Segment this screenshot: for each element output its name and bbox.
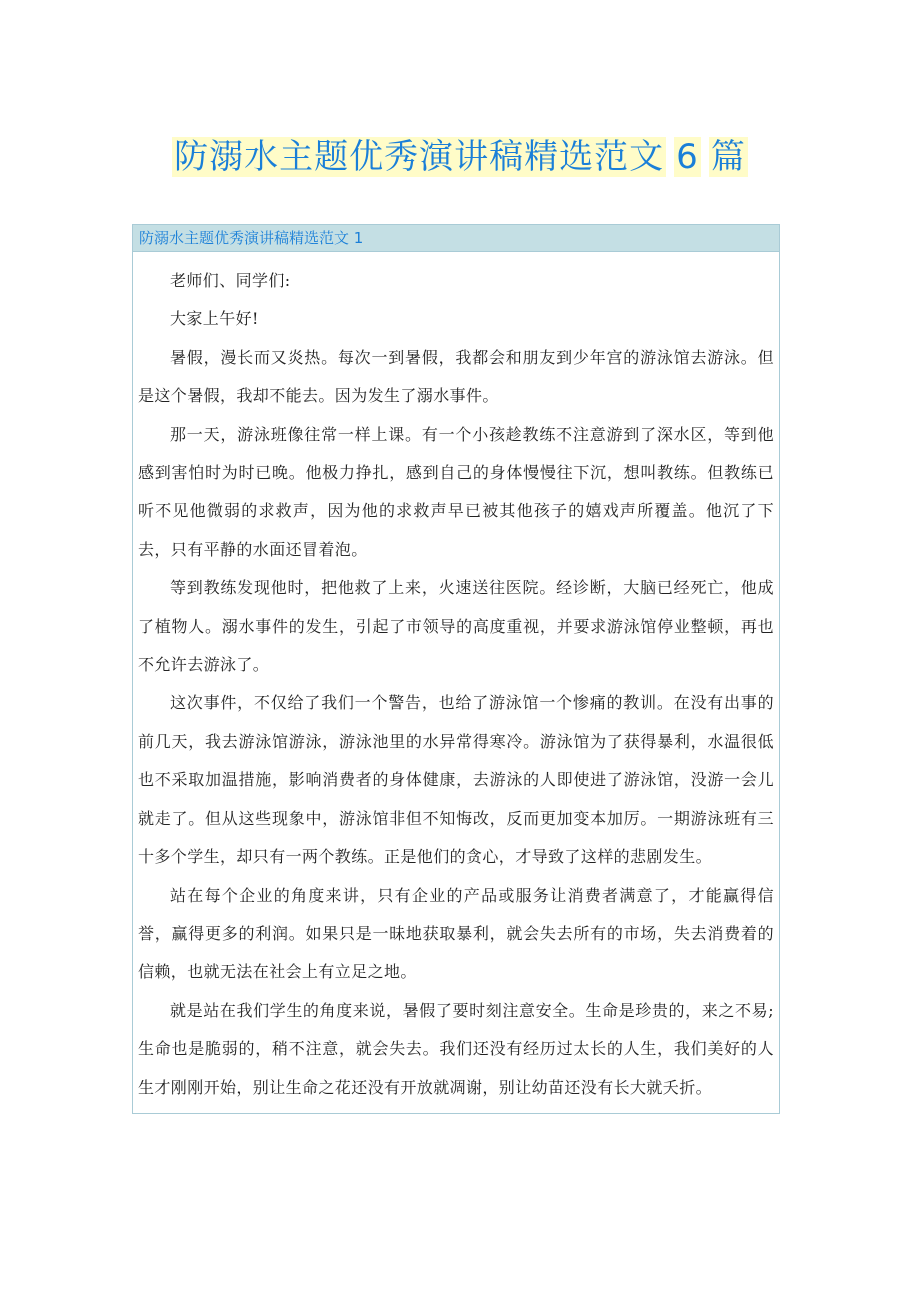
- paragraph: 等到教练发现他时，把他救了上来，火速送往医院。经诊断，大脑已经死亡，他成了植物人。溺水事件的发生，引起了市领导的高度重视，并要求游泳馆停业整顿，再也不允许去游泳了。: [138, 578, 774, 675]
- page-title-main: 防溺水主题优秀演讲稿精选范文: [174, 137, 665, 177]
- paragraph: 这次事件，不仅给了我们一个警告，也给了游泳馆一个惨痛的教训。在没有出事的前几天，我去游泳馆游泳，游泳池里的水异常得寒冷。游泳馆为了获得暴利，水温很低也不采取加温措施，影响消费者的身体健康，去游泳的人即使进了游泳馆，没游一会儿就走了。但从这些现象中，游泳馆非但不知悔改，反而更加变本加厉。一期游泳班有三十多个学生，却只有一两个教练。正是他们的贪心，才导致了这样的悲剧发生。: [138, 693, 774, 867]
- page-title-container: [0, 133, 920, 181]
- paragraph: 就是站在我们学生的角度来说，暑假了要时刻注意安全。生命是珍贵的，来之不易;生命也是脆弱的，稍不注意，就会失去。我们还没有经历过太长的人生，我们美好的人生才刚刚开始，别让生命之花还没有开放就凋谢，别让幼苗还没有长大就夭折。: [138, 1000, 774, 1097]
- page-title-number: 6: [676, 137, 699, 177]
- paragraph-greeting: 大家上午好!: [170, 309, 259, 329]
- page-title-suffix: 篇: [710, 137, 746, 177]
- paragraph: 站在每个企业的角度来讲，只有企业的产品或服务让消费者满意了，才能赢得信誉，赢得更多的利润。如果只是一昧地获取暴利，就会失去所有的市场，失去消费着的信赖，也就无法在社会上有立足之地。: [138, 885, 774, 982]
- article-body: [133, 252, 779, 1113]
- article-box: [132, 224, 780, 1114]
- paragraph: 暑假，漫长而又炎热。每次一到暑假，我都会和朋友到少年宫的游泳馆去游泳。但是这个暑假，我却不能去。因为发生了溺水事件。: [138, 347, 774, 406]
- paragraph-salutation: 老师们、同学们:: [170, 271, 291, 290]
- page-title: [172, 133, 748, 181]
- paragraph: 那一天，游泳班像往常一样上课。有一个小孩趁教练不注意游到了深水区，等到他感到害怕时为时已晚。他极力挣扎，感到自己的身体慢慢往下沉，想叫教练。但教练已听不见他微弱的求救声，因为他的求救声早已被其他孩子的嬉戏声所覆盖。他沉了下去，只有平静的水面还冒着泡。: [138, 424, 774, 559]
- article-header: 防溺水主题优秀演讲稿精选范文 1: [133, 225, 779, 252]
